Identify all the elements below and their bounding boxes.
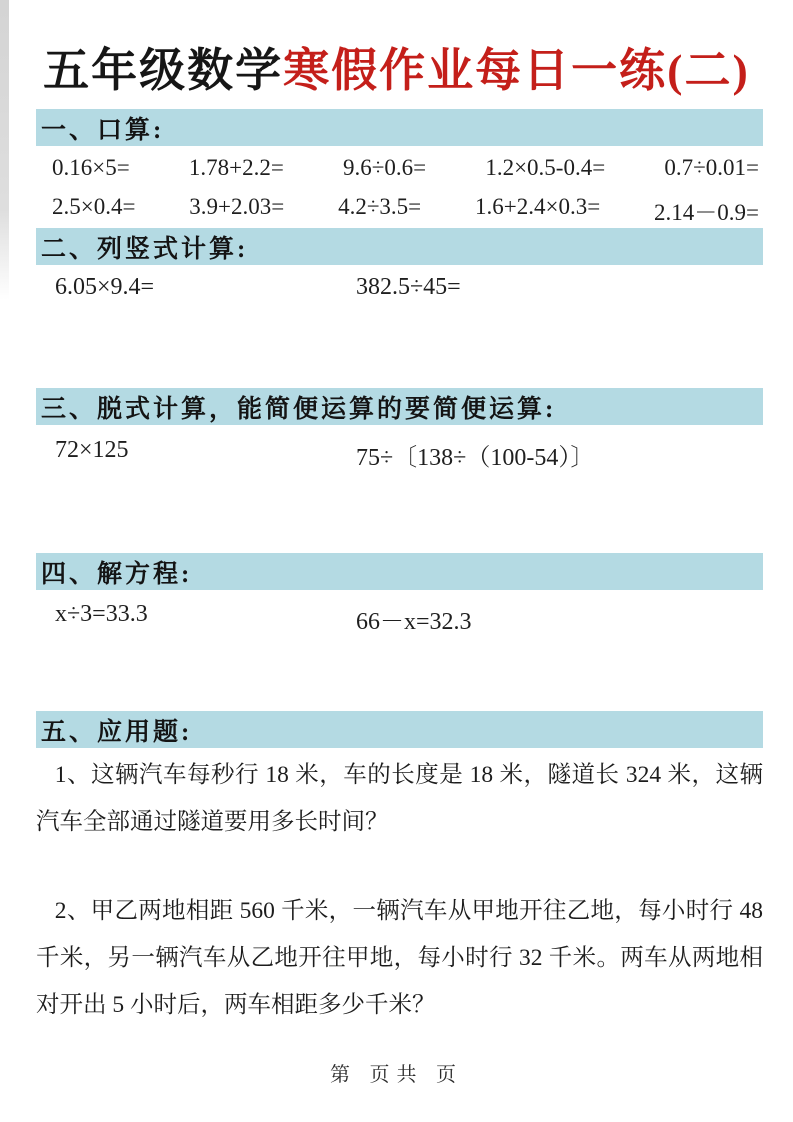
equation-problem-1: x÷3=33.3 <box>55 601 148 627</box>
oral-problem: 2.5×0.4= <box>52 194 136 219</box>
oral-problem: 1.6+2.4×0.3= <box>475 194 601 219</box>
oral-problem: 0.7÷0.01= <box>664 155 759 180</box>
section-heading-oral-calculation: 一、口算: <box>36 109 763 146</box>
page-title <box>0 34 793 100</box>
stepwise-problem-2: 75÷〔138÷（100-54）〕 <box>356 445 595 471</box>
equation-problem-2: 66－x=32.3 <box>356 609 472 635</box>
page-footer: 第 页共 页 <box>329 1064 464 1086</box>
section-heading-column-calculation: 二、列竖式计算: <box>36 228 763 265</box>
page-title-grade: 五年级数学 <box>43 45 284 96</box>
page-title-homework: 寒假作业每日一练(二) <box>283 45 750 96</box>
section-heading-word-problems: 五、应用题: <box>36 711 763 748</box>
oral-calc-row-1 <box>52 155 767 181</box>
section-heading-solve-equations: 四、解方程: <box>36 553 763 590</box>
column-calc-problem-2: 382.5÷45= <box>356 274 461 300</box>
oral-problem: 1.2×0.5-0.4= <box>485 155 606 180</box>
oral-problem: 0.16×5= <box>52 155 130 180</box>
oral-problem: 9.6÷0.6= <box>343 155 427 180</box>
oral-problem: 2.14－0.9= <box>654 200 759 225</box>
word-problem-2: 2、甲乙两地相距 560 千米，一辆汽车从甲地开往乙地，每小时行 48 千米，另一辆汽车从乙地开往甲地，每小时行 32 千米。两车从两地相对开出 5 小时后，两车相距多少千米？ <box>36 898 763 1018</box>
oral-problem: 4.2÷3.5= <box>338 194 422 219</box>
oral-problem: 3.9+2.03= <box>189 194 285 219</box>
oral-calc-row-2 <box>52 194 767 227</box>
section-heading-stepwise-calculation: 三、脱式计算，能简便运算的要简便运算: <box>36 388 763 425</box>
word-problem-1: 1、这辆汽车每秒行 18 米，车的长度是 18 米，隧道长 324 米，这辆汽车全部通过隧道要用多长时间？ <box>36 762 763 835</box>
oral-problem: 1.78+2.2= <box>188 155 284 180</box>
column-calc-problem-1: 6.05×9.4= <box>55 274 155 300</box>
stepwise-problem-1: 72×125 <box>55 437 129 463</box>
